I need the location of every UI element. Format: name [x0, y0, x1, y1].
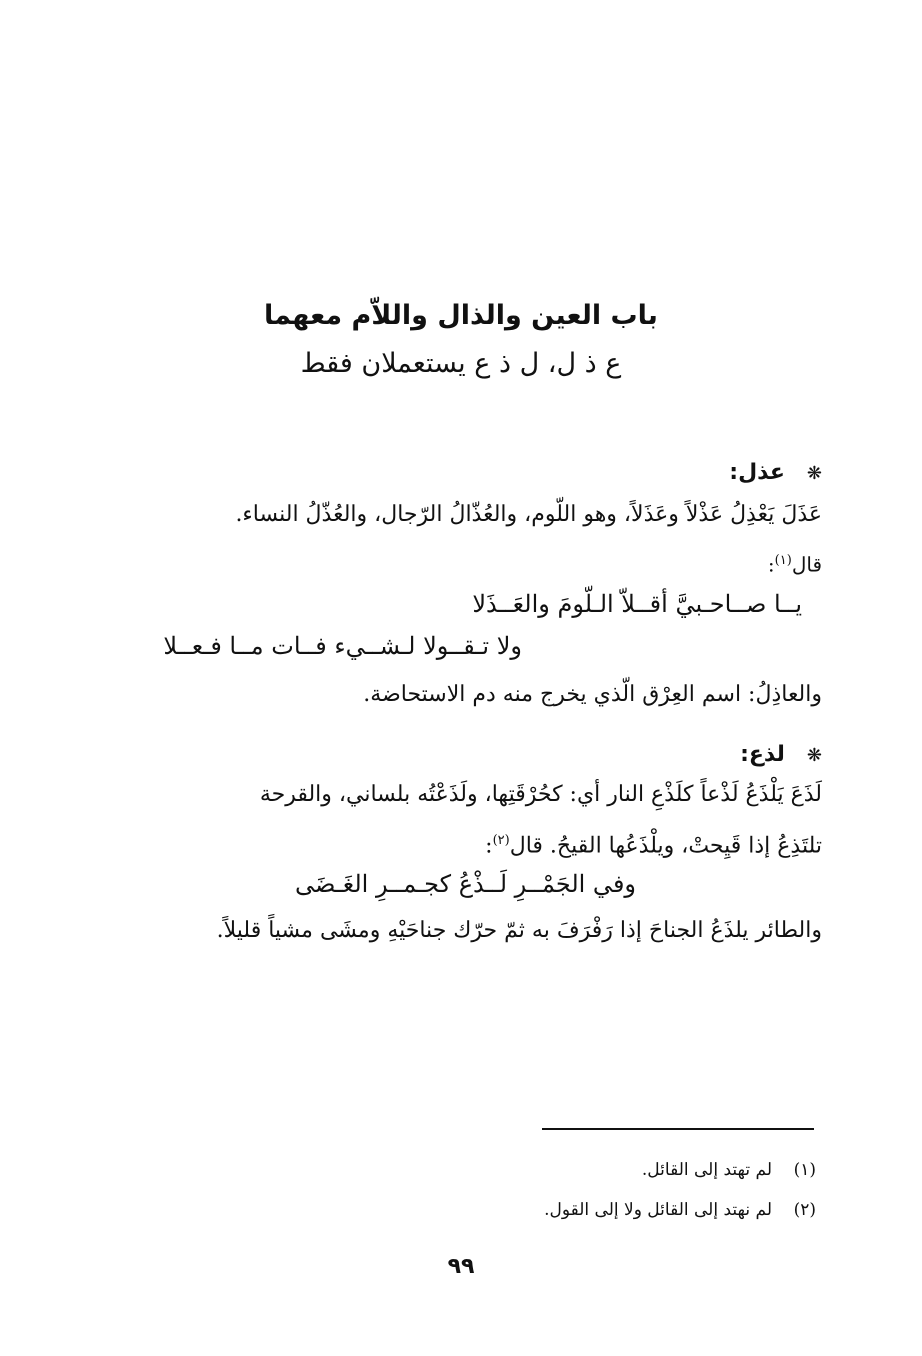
quote-intro: قال$^{(١)}$:	[767, 552, 822, 577]
entry-text-line: والعاذِلُ: اسم العِرْق الّذي يخرج منه دم الاستحاضة.	[363, 682, 822, 707]
footnote-ref: (١)	[774, 553, 792, 568]
chapter-subtitle: ع ذ ل، ل ذ ع يستعملان فقط	[300, 348, 622, 379]
entry-headword: عذل:	[729, 460, 785, 485]
verse-line: ولا تـقــولا لـشــيء فــات مــا فـعــلا	[163, 632, 522, 660]
footnote: (١)لم تهتد إلى القائل.	[641, 1160, 816, 1180]
entry-text-line: تلتَذِعُ إذا قَيِحتْ، ويلْذَعُها القيحُ. قال$^{(٢)}$:	[485, 833, 822, 859]
page-number: ٩٩	[447, 1254, 475, 1279]
footnote-divider	[542, 1128, 814, 1130]
footnote: (٢)لم نهتد إلى القائل ولا إلى القول.	[544, 1200, 816, 1220]
entry-text-line: عَذَلَ يَعْذِلُ عَذْلاً وعَذَلاً، وهو اللّوم، والعُذّالُ الرّجال، والعُذّلُ النساء.	[235, 502, 822, 527]
entry-header-ladha	[102, 740, 822, 771]
entry-text-line: لَذَعَ يَلْذَعُ لَذْعاً كلَذْعِ النار أي: كحُرْقَتِها، ولَذَعْتُه بلساني، والقرحة	[259, 782, 822, 807]
entry-header-adhl	[102, 458, 822, 489]
entry-headword: لذع:	[740, 742, 785, 767]
footnote-ref: (٢)	[492, 833, 510, 848]
verse-line: وفي الجَمْــرِ لَــذْعُ كجـمــرِ الغَـضَى	[294, 870, 636, 898]
verse-line: يــا صــاحـبيَّ أقــلاّ الـلّومَ والعَــذَلا	[472, 590, 802, 618]
entry-text-line: والطائر يلذَعُ الجناحَ إذا رَفْرَفَ به ثمّ حرّك جناحَيْهِ ومشَى مشياً قليلاً.	[216, 918, 822, 943]
entry-marker-icon: ❋	[806, 745, 822, 766]
chapter-title: باب العين والذال واللاّم معهما	[264, 300, 658, 331]
entry-marker-icon: ❋	[806, 463, 822, 484]
